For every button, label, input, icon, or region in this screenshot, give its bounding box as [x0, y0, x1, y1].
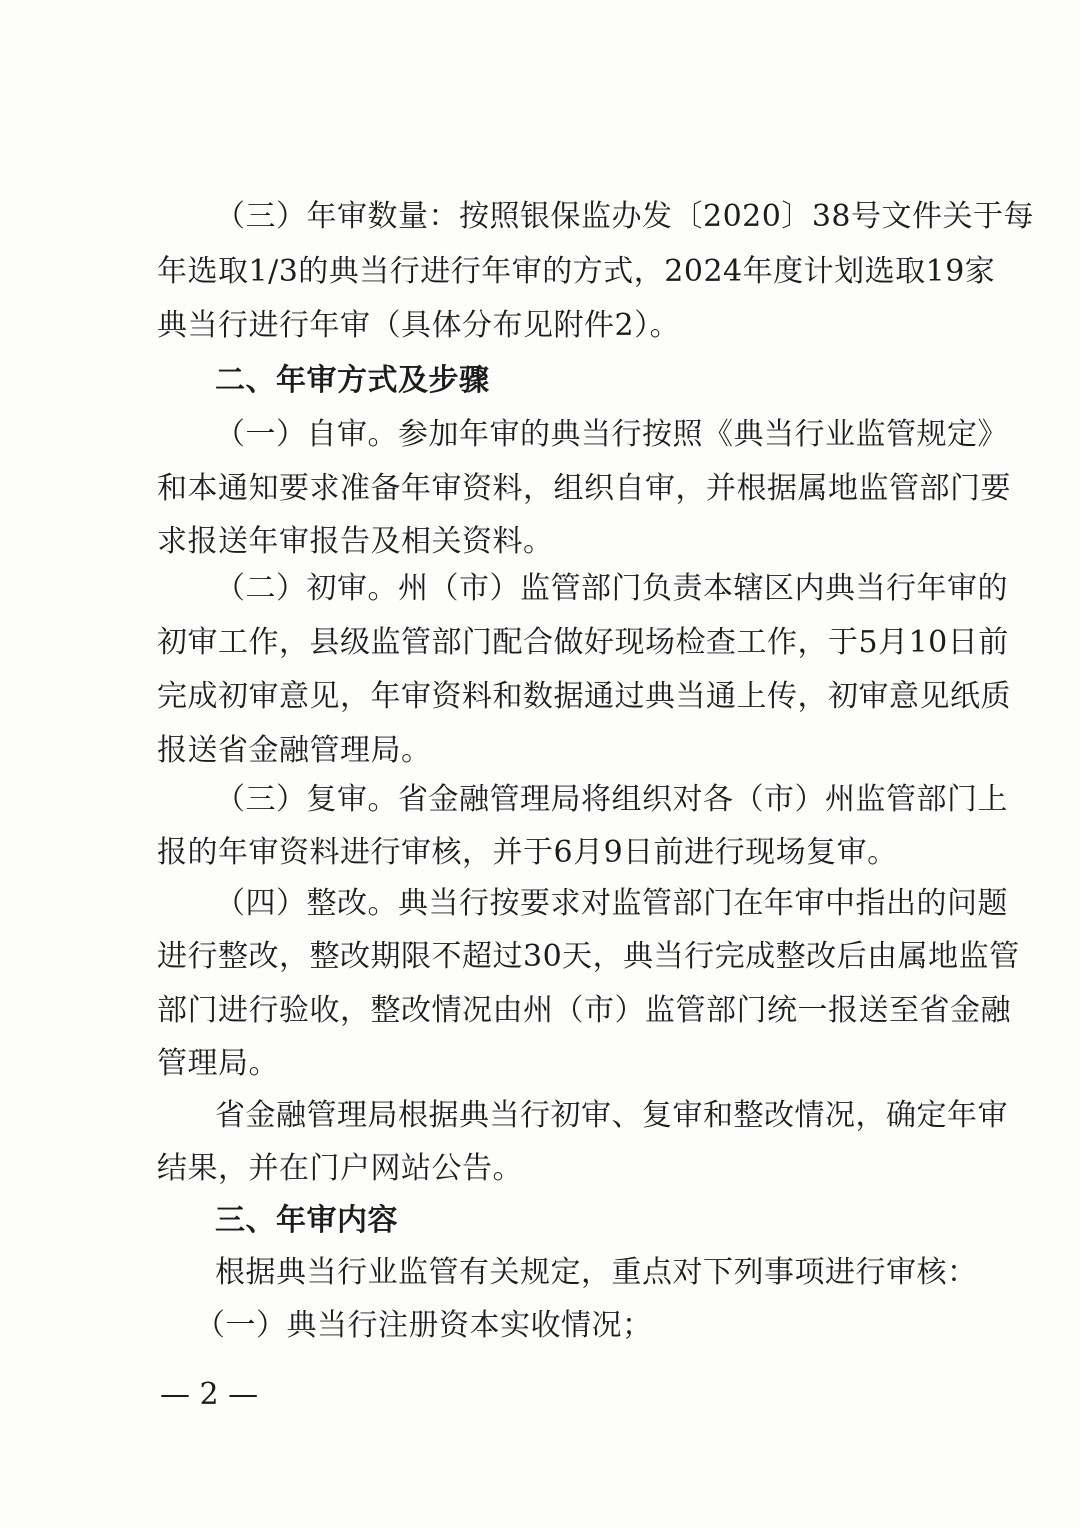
paragraph-line: 完成初审意见，年审资料和数据通过典当通上传，初审意见纸质 — [157, 679, 1011, 714]
paragraph-line: 报送省金融管理局。 — [157, 733, 432, 768]
paragraph-line: （四）整改。典当行按要求对监管部门在年审中指出的问题 — [215, 886, 1008, 921]
paragraph-line: 初审工作，县级监管部门配合做好现场检查工作，于5月10日前 — [157, 625, 1009, 660]
paragraph-line: （三）复审。省金融管理局将组织对各（市）州监管部门上 — [215, 782, 1008, 817]
section-heading: 二、年审方式及步骤 — [215, 363, 490, 398]
paragraph-line: 典当行进行年审（具体分布见附件2）。 — [157, 308, 681, 343]
paragraph-line: 和本通知要求准备年审资料，组织自审，并根据属地监管部门要 — [157, 471, 1011, 506]
paragraph-line: （三）年审数量：按照银保监办发〔2020〕38号文件关于每 — [215, 199, 1035, 234]
paragraph-line: （二）初审。州（市）监管部门负责本辖区内典当行年审的 — [215, 571, 1008, 606]
paragraph-line: 进行整改，整改期限不超过30天，典当行完成整改后由属地监管 — [157, 939, 1020, 974]
paragraph-line: 管理局。 — [157, 1046, 279, 1081]
paragraph-line: （一）自审。参加年审的典当行按照《典当行业监管规定》 — [215, 417, 1008, 452]
paragraph-line: 部门进行验收，整改情况由州（市）监管部门统一报送至省金融 — [157, 993, 1011, 1028]
page-number: — 2 — — [160, 1377, 259, 1412]
paragraph-line: 省金融管理局根据典当行初审、复审和整改情况，确定年审 — [215, 1098, 1008, 1133]
paragraph-line: 年选取1/3的典当行进行年审的方式，2024年度计划选取19家 — [157, 254, 996, 289]
paragraph-line: 根据典当行业监管有关规定，重点对下列事项进行审核： — [215, 1255, 978, 1290]
paragraph-line: 结果，并在门户网站公告。 — [157, 1151, 523, 1186]
paragraph-line: （一）典当行注册资本实收情况； — [195, 1308, 653, 1343]
paragraph-line: 求报送年审报告及相关资料。 — [157, 524, 554, 559]
paragraph-line: 报的年审资料进行审核，并于6月9日前进行现场复审。 — [157, 835, 898, 870]
section-heading: 三、年审内容 — [215, 1203, 398, 1238]
